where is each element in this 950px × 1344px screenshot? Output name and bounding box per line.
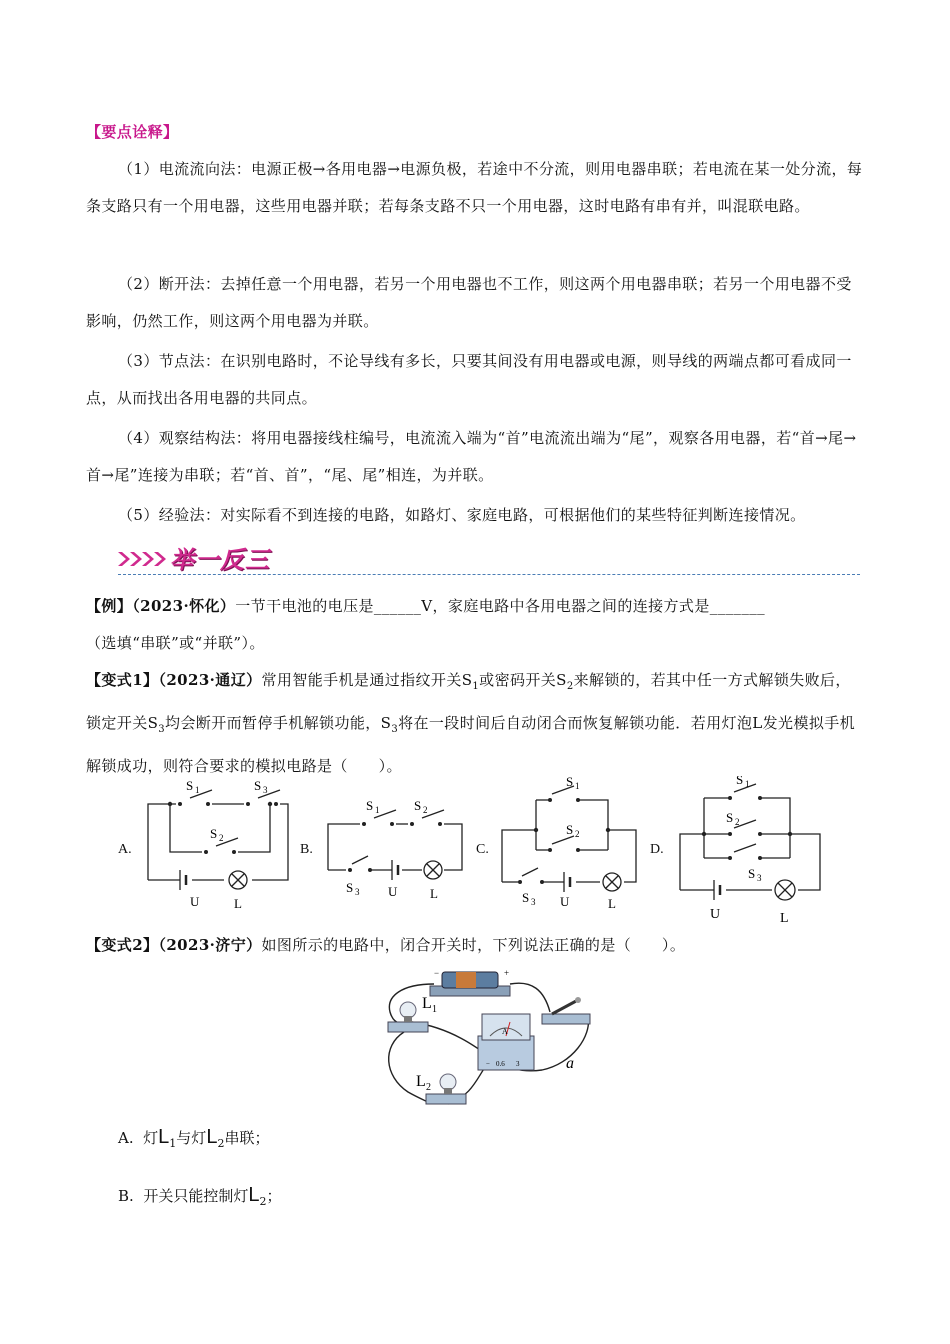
method-paragraph-2: （2）断开法：去掉任意一个用电器，若另一个用电器也不工作，则这两个用电器串联；若另一个用电器不受影响，仍然工作，则这两个用电器为并联。 xyxy=(86,275,852,330)
svg-text:S: S xyxy=(726,810,734,825)
circuit-d xyxy=(674,776,832,926)
option-a-label: A. xyxy=(118,842,132,857)
svg-text:2: 2 xyxy=(426,1082,431,1093)
svg-text:U: U xyxy=(388,884,398,899)
svg-text:1: 1 xyxy=(745,779,750,789)
svg-text:L: L xyxy=(422,995,432,1012)
variant2-question: 【变式2】（2023·济宁）如图所示的电路中，闭合开关时，下列说法正确的是（ ）。 xyxy=(86,936,686,954)
svg-text:U: U xyxy=(710,907,721,922)
svg-text:S: S xyxy=(566,822,574,837)
svg-text:L: L xyxy=(416,1073,426,1090)
physical-circuit-figure xyxy=(382,966,596,1112)
svg-text:S: S xyxy=(566,776,574,789)
chevrons-icon xyxy=(118,548,170,570)
circuit-b xyxy=(322,776,474,916)
svg-text:S: S xyxy=(522,890,530,905)
svg-text:3: 3 xyxy=(757,873,762,883)
svg-text:S: S xyxy=(346,880,354,895)
svg-text:L: L xyxy=(234,896,242,911)
section-heading: 【要点诠释】 xyxy=(86,123,179,141)
svg-text:S: S xyxy=(210,826,218,841)
svg-text:a: a xyxy=(566,1055,574,1072)
option-d-label: D. xyxy=(650,842,664,857)
variant1-question: 【变式1】（2023·通辽）常用智能手机是通过指纹开关$S_1$或密码开关$S_2$来解锁的，若其中任一方式解锁失败后，锁定开关$S_3$均会断开而暂停手机解锁功能，$S_3$将在一段时间后自动闭合而恢复解锁功能．若用灯泡L发光模拟手机解锁成功，则符合要求的模拟电路是（ ）。 xyxy=(86,671,856,775)
svg-text:L: L xyxy=(430,886,438,901)
svg-text:S: S xyxy=(366,798,374,813)
svg-text:1: 1 xyxy=(432,1004,437,1015)
svg-text:2: 2 xyxy=(575,829,580,839)
option-b-label: B. xyxy=(300,842,313,857)
section-divider xyxy=(118,574,860,575)
svg-text:S: S xyxy=(186,778,194,793)
svg-text:S: S xyxy=(736,776,744,787)
svg-text:2: 2 xyxy=(735,817,740,827)
svg-text:3: 3 xyxy=(355,887,360,897)
option-c-label: C. xyxy=(476,842,489,857)
section-banner xyxy=(118,540,298,574)
method-paragraph-5: （5）经验法：对实际看不到连接的电路，如路灯、家庭电路，可根据他们的某些特征判断连接情况。 xyxy=(118,506,806,524)
svg-text:0.6: 0.6 xyxy=(496,1060,505,1068)
circuit-options xyxy=(112,776,832,926)
svg-text:−: − xyxy=(486,1060,490,1068)
svg-text:U: U xyxy=(190,894,200,909)
svg-text:A: A xyxy=(502,1027,508,1036)
circuit-a xyxy=(142,776,294,916)
svg-text:3: 3 xyxy=(263,785,268,795)
example-question-line2: （选填“串联”或“并联”）。 xyxy=(86,634,265,652)
svg-text:−: − xyxy=(434,968,440,978)
circuit-c xyxy=(496,776,648,916)
svg-text:1: 1 xyxy=(575,781,580,791)
method-paragraph-1: （1）电流流向法：电源正极→各用电器→电源负极，若途中不分流，则用电器串联；若电流在某一处分流，每条支路只有一个用电器，这些用电器并联；若每条支路不只一个用电器，这时电路有串有并，叫混联电路。 xyxy=(86,160,863,215)
method-paragraph-4: （4）观察结构法：将用电器接线柱编号，电流流入端为“首”电流流出端为“尾”，观察各用电器，若“首→尾→首→尾”连接为串联；若“首、首”，“尾、尾”相连，为并联。 xyxy=(86,429,857,484)
svg-text:+: + xyxy=(504,968,510,978)
svg-text:2: 2 xyxy=(219,833,224,843)
svg-text:3: 3 xyxy=(516,1060,520,1068)
svg-text:S: S xyxy=(414,798,422,813)
svg-text:L: L xyxy=(780,911,789,926)
svg-text:1: 1 xyxy=(195,785,200,795)
svg-text:3: 3 xyxy=(531,897,536,907)
svg-text:S: S xyxy=(748,866,756,881)
svg-text:U: U xyxy=(560,894,570,909)
example-question: 【例】（2023·怀化）一节干电池的电压是______V，家庭电路中各用电器之间的连接方式是_______ xyxy=(86,597,766,615)
svg-text:2: 2 xyxy=(423,805,428,815)
banner-title: 举一反三 xyxy=(170,546,270,574)
svg-text:S: S xyxy=(254,778,262,793)
choice-b: B. 开关只能控制灯$L_2$； xyxy=(118,1184,282,1208)
svg-text:L: L xyxy=(608,896,616,911)
svg-text:1: 1 xyxy=(375,805,380,815)
method-paragraph-3: （3）节点法：在识别电路时，不论导线有多长，只要其间没有用电器或电源，则导线的两端点都可看成同一点，从而找出各用电器的共同点。 xyxy=(86,352,852,407)
choice-a: A. 灯$L_1$与灯$L_2$串联； xyxy=(118,1126,270,1150)
